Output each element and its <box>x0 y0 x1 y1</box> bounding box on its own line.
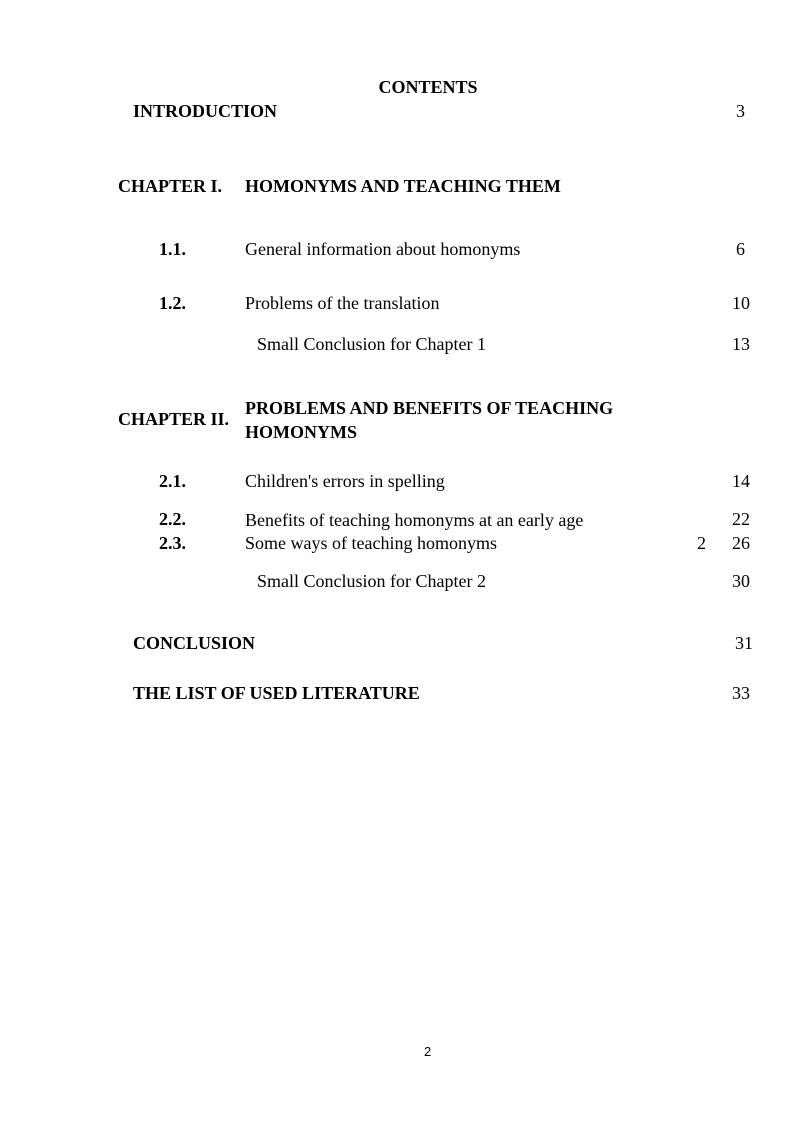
toc-section-extra: 2 <box>697 533 706 553</box>
toc-introduction-page: 3 <box>736 101 745 121</box>
toc-section-title: Some ways of teaching homonyms <box>245 533 497 553</box>
toc-chapter1-conclusion-title: Small Conclusion for Chapter 1 <box>257 334 486 354</box>
toc-section-title: Children's errors in spelling <box>245 471 445 491</box>
toc-chapter2-title-line1: PROBLEMS AND BENEFITS OF TEACHING <box>245 398 614 418</box>
toc-chapter1-conclusion-page: 13 <box>732 334 750 354</box>
toc-chapter2-title <box>245 396 685 444</box>
toc-chapter2-number: CHAPTER II. <box>118 409 230 429</box>
toc-section-number: 1.2. <box>159 293 186 313</box>
toc-section-title: General information about homonyms <box>245 239 521 259</box>
toc-section-page: 26 <box>732 533 750 553</box>
toc-section-page: 6 <box>736 239 745 259</box>
toc-chapter2-title-line2: HOMONYMS <box>245 422 357 442</box>
toc-conclusion-page: 31 <box>735 633 753 653</box>
footer-page-number: 2 <box>424 1044 432 1059</box>
toc-section-page: 10 <box>732 293 750 313</box>
toc-chapter1-title: HOMONYMS AND TEACHING THEM <box>245 176 561 196</box>
toc-section-page: 14 <box>732 471 750 491</box>
toc-chapter2-conclusion-page: 30 <box>732 571 750 591</box>
page-title: CONTENTS <box>378 77 478 97</box>
toc-section-title: Benefits of teaching homonyms at an early age <box>245 510 584 530</box>
toc-conclusion-label: CONCLUSION <box>133 633 256 653</box>
toc-literature-label: THE LIST OF USED LITERATURE <box>133 683 420 703</box>
toc-section-number: 2.1. <box>159 471 186 491</box>
toc-section-page: 22 <box>732 509 750 529</box>
toc-section-title: Problems of the translation <box>245 293 440 313</box>
toc-section-number: 2.3. <box>159 533 186 553</box>
toc-section-number: 2.2. <box>159 509 186 529</box>
toc-chapter1-number: CHAPTER I. <box>118 176 223 196</box>
toc-literature-page: 33 <box>732 683 750 703</box>
toc-section-number: 1.1. <box>159 239 186 259</box>
toc-introduction-label: INTRODUCTION <box>133 101 278 121</box>
toc-chapter2-conclusion-title: Small Conclusion for Chapter 2 <box>257 571 486 591</box>
